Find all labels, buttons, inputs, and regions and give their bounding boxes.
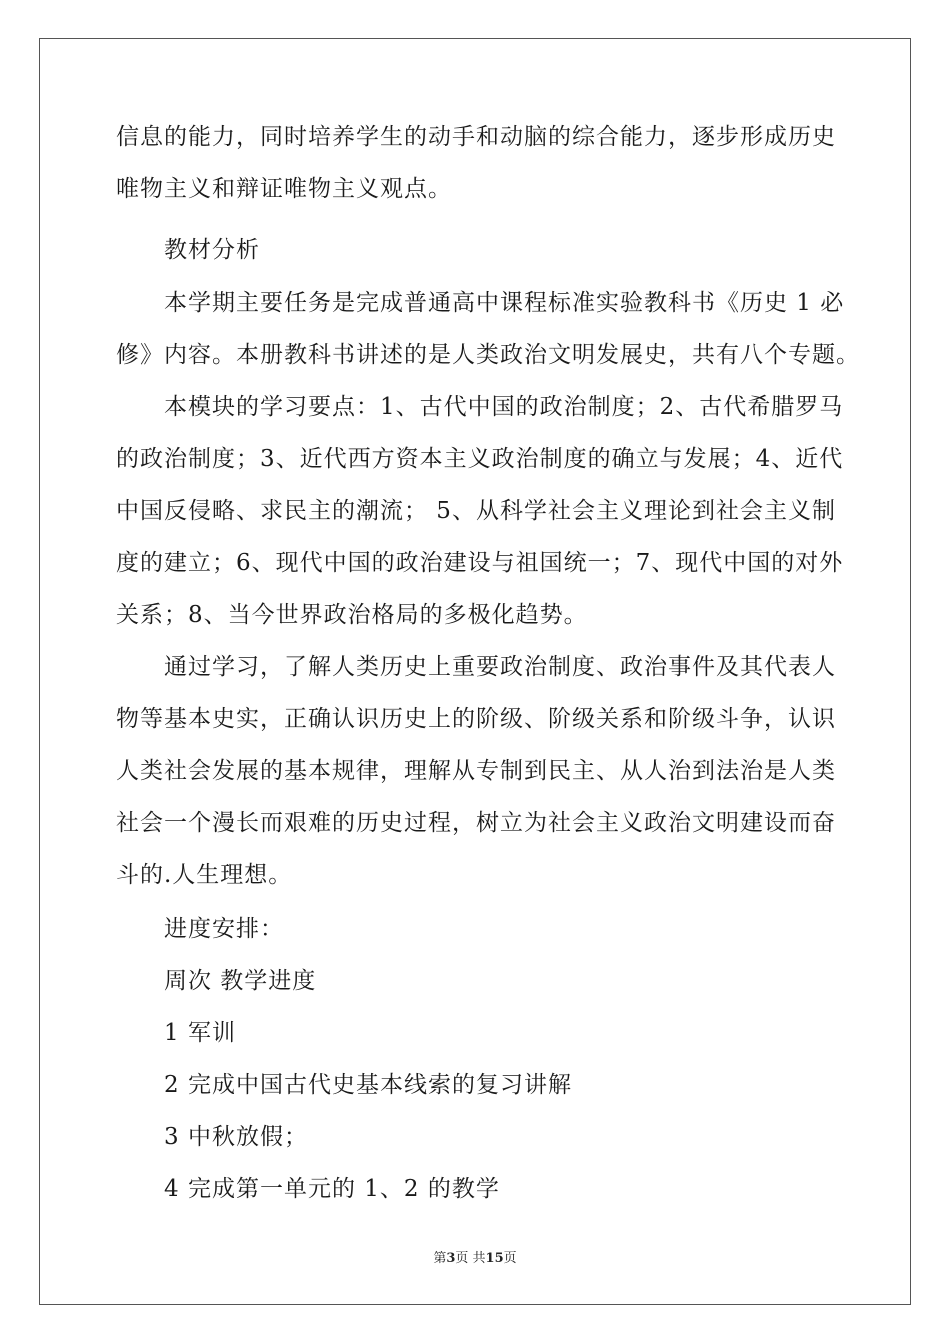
footer-mid: 页 共: [455, 1251, 486, 1266]
paragraph-line: 社会一个漫长而艰难的历史过程，树立为社会主义政治文明建设而奋: [116, 810, 836, 836]
paragraph-line: 本模块的学习要点：1、古代中国的政治制度；2、古代希腊罗马: [164, 394, 844, 420]
footer-prefix: 第: [433, 1251, 447, 1266]
paragraph-line: 中国反侵略、求民主的潮流； 5、从科学社会主义理论到社会主义制: [116, 498, 836, 524]
paragraph-line: 的政治制度；3、近代西方资本主义政治制度的确立与发展；4、近代: [116, 446, 844, 472]
paragraph-line: 度的建立；6、现代中国的政治建设与祖国统一；7、现代中国的对外: [116, 550, 844, 576]
footer-page-number: 3: [446, 1251, 456, 1266]
paragraph-line: 信息的能力，同时培养学生的动手和动脑的综合能力，逐步形成历史: [116, 124, 836, 150]
paragraph-line: 物等基本史实，正确认识历史上的阶级、阶级关系和阶级斗争，认识: [116, 706, 836, 732]
paragraph-line: 关系；8、当今世界政治格局的多极化趋势。: [116, 602, 588, 628]
footer-suffix: 页: [503, 1251, 517, 1266]
paragraph-line: 人类社会发展的基本规律，理解从专制到民主、从人治到法治是人类: [116, 758, 836, 784]
schedule-row: 4 完成第一单元的 1、2 的教学: [164, 1176, 500, 1202]
section-heading: 进度安排：: [164, 916, 284, 942]
section-heading: 教材分析: [164, 237, 260, 263]
paragraph-line: 唯物主义和辩证唯物主义观点。: [116, 176, 452, 202]
paragraph-line: 通过学习，了解人类历史上重要政治制度、政治事件及其代表人: [164, 654, 836, 680]
schedule-header: 周次 教学进度: [164, 968, 317, 994]
paragraph-line: 本学期主要任务是完成普通高中课程标准实验教科书《历史 1 必: [164, 290, 845, 316]
schedule-row: 2 完成中国古代史基本线索的复习讲解: [164, 1072, 572, 1098]
paragraph-line: 斗的.人生理想。: [116, 862, 293, 888]
schedule-row: 1 军训: [164, 1020, 236, 1046]
page-footer: [0, 1247, 950, 1266]
schedule-row: 3 中秋放假；: [164, 1124, 308, 1150]
paragraph-line: 修》内容。本册教科书讲述的是人类政治文明发展史，共有八个专题。: [116, 342, 860, 368]
footer-total-pages: 15: [485, 1251, 504, 1266]
